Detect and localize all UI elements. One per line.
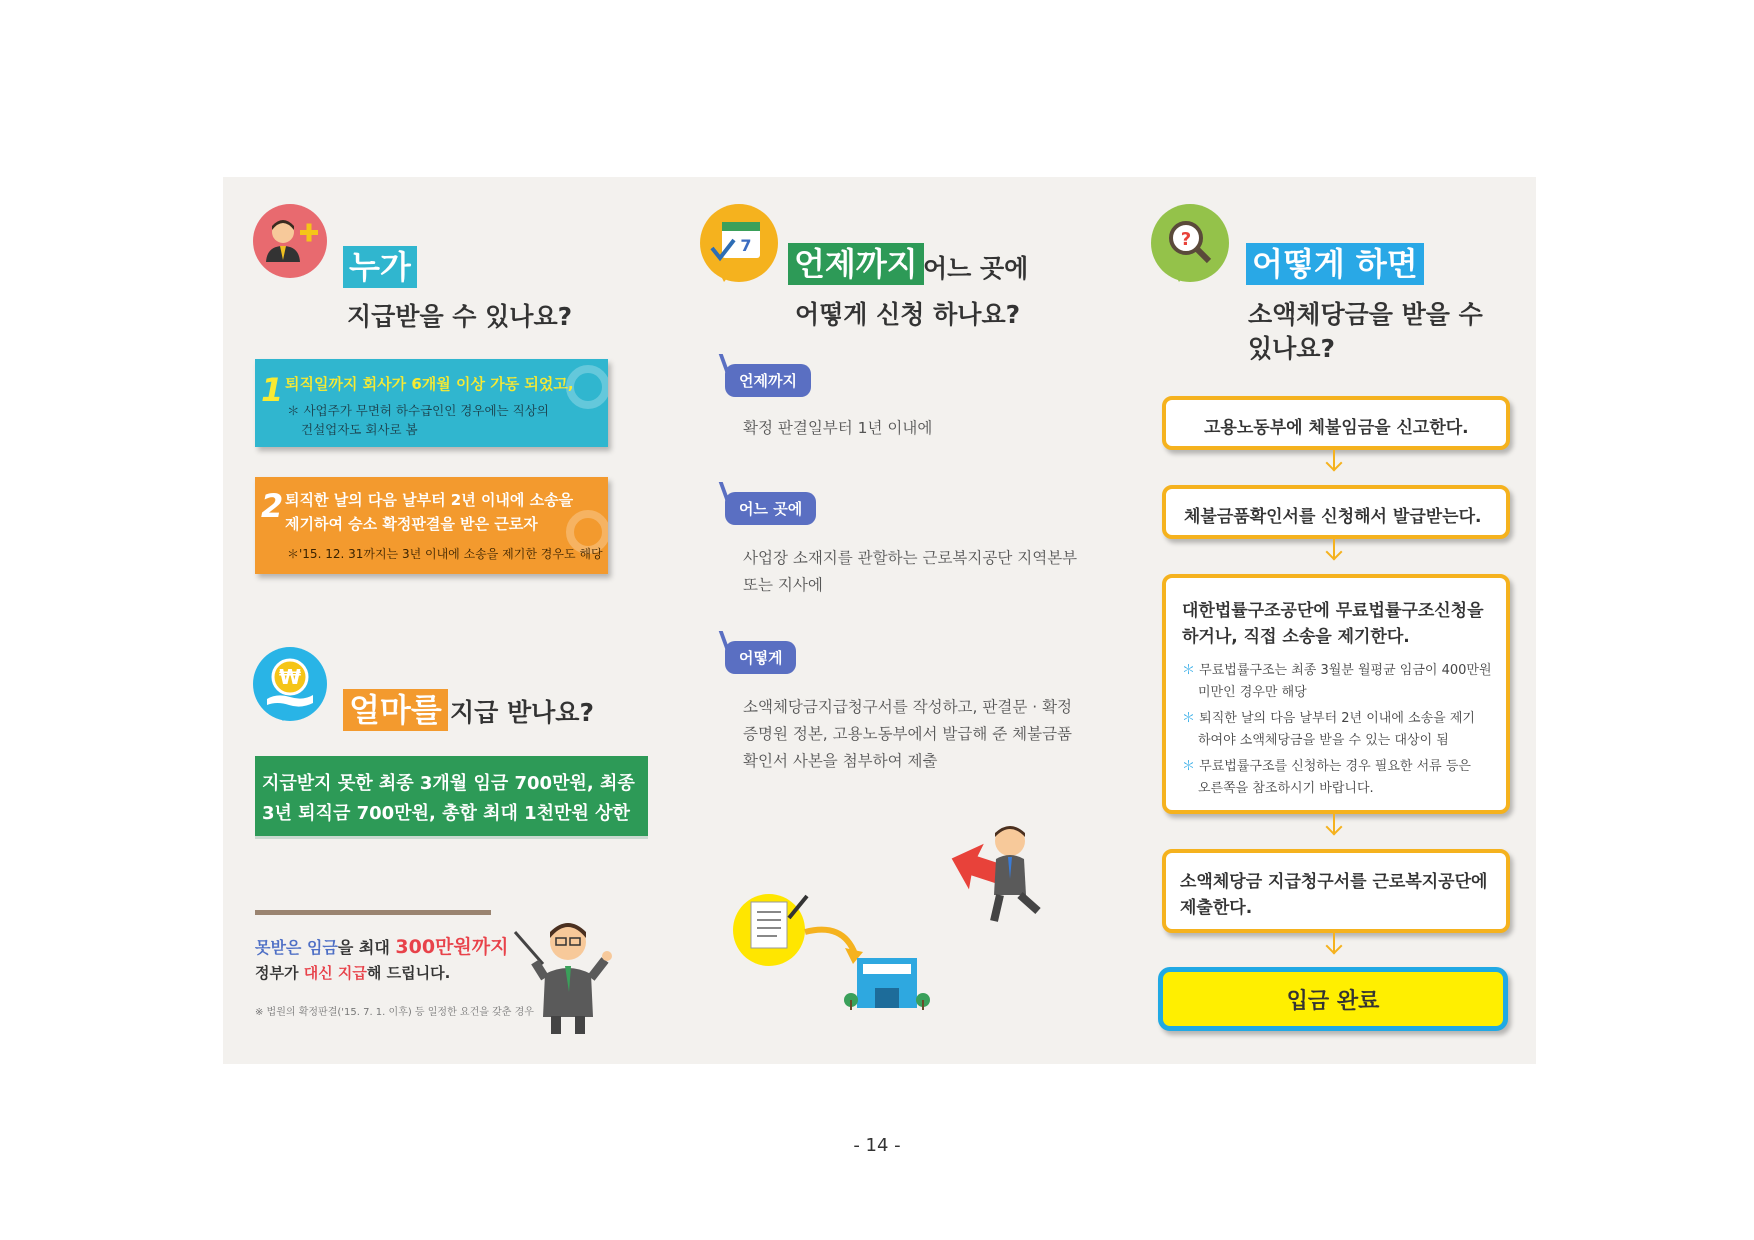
how-heading-rest1: 소액체당금을 받을 수 [1248,300,1483,329]
when-where-heading-rest2: 어떻게 신청 하나요? [795,300,1021,329]
card-main-text: 퇴직일까지 회사가 6개월 이상 가동 되었고, [285,375,574,393]
divider-line [255,910,491,915]
how-text-line2: 증명원 정본, 고용노동부에서 발급해 준 체불금품 [743,725,1073,743]
step-report [1162,396,1510,450]
how-heading-rest2: 있나요? [1248,334,1335,363]
card-main-line1: 퇴직한 날의 다음 날부터 2년 이내에 소송을 [285,491,574,509]
subsidy-note-line2 [255,962,450,983]
how-text-line3: 확인서 사본을 첨부하여 제출 [743,752,938,770]
flow-arrow-head [1326,455,1343,472]
note-line-a: 무료법률구조는 최종 3월분 월평균 임금이 400만원 [1199,663,1492,678]
how-label: 어떻게 [725,641,796,674]
step-text-line2: 제출한다. [1180,898,1253,918]
how-text-line1: 소액체당금지급청구서를 작성하고, 판결문 · 확정 [743,698,1073,716]
bullet-asterisk: ＊ [1182,711,1196,726]
note-text: 정부가 [255,964,304,982]
eligibility-card-2 [255,477,608,574]
where-text-line2: 또는 지사에 [743,576,823,594]
note-line-a: 무료법률구조를 신청하는 경우 필요한 서류 등은 [1199,759,1471,774]
brochure-panel [223,177,1536,1064]
note-text: 을 최대 [337,938,396,957]
note-line-b: 미만인 경우만 해당 [1198,685,1307,700]
how-heading-highlight: 어떻게 하면 [1246,243,1424,285]
where-label: 어느 곳에 [725,492,816,525]
magnifier-question-icon [1151,204,1229,282]
amount-banner-line1: 지급받지 못한 최종 3개월 임금 700만원, 최종 [262,773,635,794]
step-complete [1158,967,1508,1031]
bullet-asterisk: ＊ [1182,759,1196,774]
won-coin-icon [253,647,327,721]
when-where-heading-rest1: 어느 곳에 [923,254,1029,283]
note-text: 해 드립니다. [366,964,451,982]
note-line-a: 퇴직한 날의 다음 날부터 2년 이내에 소송을 제기 [1199,711,1475,726]
bullet-asterisk: ＊ [1182,663,1196,678]
when-text: 확정 판결일부터 1년 이내에 [743,419,933,437]
step-lawsuit [1162,574,1510,814]
amount-banner [255,756,648,836]
step-text-line1: 대한법률구조공단에 무료법률구조신청을 [1182,601,1484,621]
page-number: - 14 - [853,1135,901,1156]
who-heading-highlight: 누가 [343,246,417,288]
where-text-line1: 사업장 소재지를 관할하는 근로복지공단 지역본부 [743,549,1078,567]
when-where-heading-highlight: 언제까지 [788,243,924,285]
when-label: 언제까지 [725,364,811,397]
person-plus-icon [253,204,327,278]
calendar-check-icon [700,204,778,282]
step-text-line2: 하거나, 직접 소송을 제기한다. [1182,627,1410,647]
svg-text:7: 7 [740,236,752,255]
how-much-heading-highlight: 얼마를 [343,689,448,731]
svg-text:?: ? [1180,229,1192,250]
note-highlight-blue: 못받은 임금 [255,938,338,957]
eligibility-card-1 [255,359,608,447]
amount-banner-line2: 3년 퇴직금 700만원, 총합 최대 1천만원 상한 [262,803,630,824]
businessman-arrow-icon [948,823,1058,933]
flow-arrow-head [1326,819,1343,836]
card-number: 1 [261,371,284,409]
step-note-1 [1182,660,1492,704]
note-line-b: 하여야 소액체당금을 받을 수 있는 대상이 됨 [1198,733,1449,748]
step-note-2 [1182,708,1475,752]
card-note-line1: ＊ 사업주가 무면허 하수급인인 경우에는 직상의 [287,403,549,418]
flow-arrow-head [1326,938,1343,955]
complete-text: 입금 완료 [1286,989,1380,1014]
flow-arrow-head [1326,544,1343,561]
svg-text:₩: ₩ [278,665,302,689]
step-certificate [1162,485,1510,539]
note-line-b: 오른쪽을 참조하시기 바랍니다. [1198,781,1374,796]
card-note-line2: 건설업자도 회사로 봄 [301,422,418,437]
subsidy-note-line1 [255,932,508,959]
note-highlight-red: 대신 지급 [303,964,367,982]
teacher-pointer-icon [513,912,623,1037]
how-much-heading-rest: 지급 받나요? [450,698,594,727]
card-number: 2 [261,487,284,525]
step-submit [1162,849,1510,933]
who-heading-rest: 지급받을 수 있나요? [347,302,573,331]
step-text-line1: 소액체당금 지급청구서를 근로복지공단에 [1180,872,1488,892]
note-highlight-red: 300만원까지 [395,936,509,958]
card-main-line2: 제기하여 승소 확정판결을 받은 근로자 [285,515,538,533]
step-text: 체불금품확인서를 신청해서 발급받는다. [1184,507,1482,527]
step-note-3 [1182,756,1471,800]
card-note: ＊'15. 12. 31까지는 3년 이내에 소송을 제기한 경우도 해당 [287,547,603,561]
subsidy-footnote: ※ 법원의 확정판결('15. 7. 1. 이후) 등 일정한 요건을 갖춘 경우 [255,1007,534,1018]
document-to-building-icon [733,882,963,1012]
step-text: 고용노동부에 체불임금을 신고한다. [1204,418,1469,438]
